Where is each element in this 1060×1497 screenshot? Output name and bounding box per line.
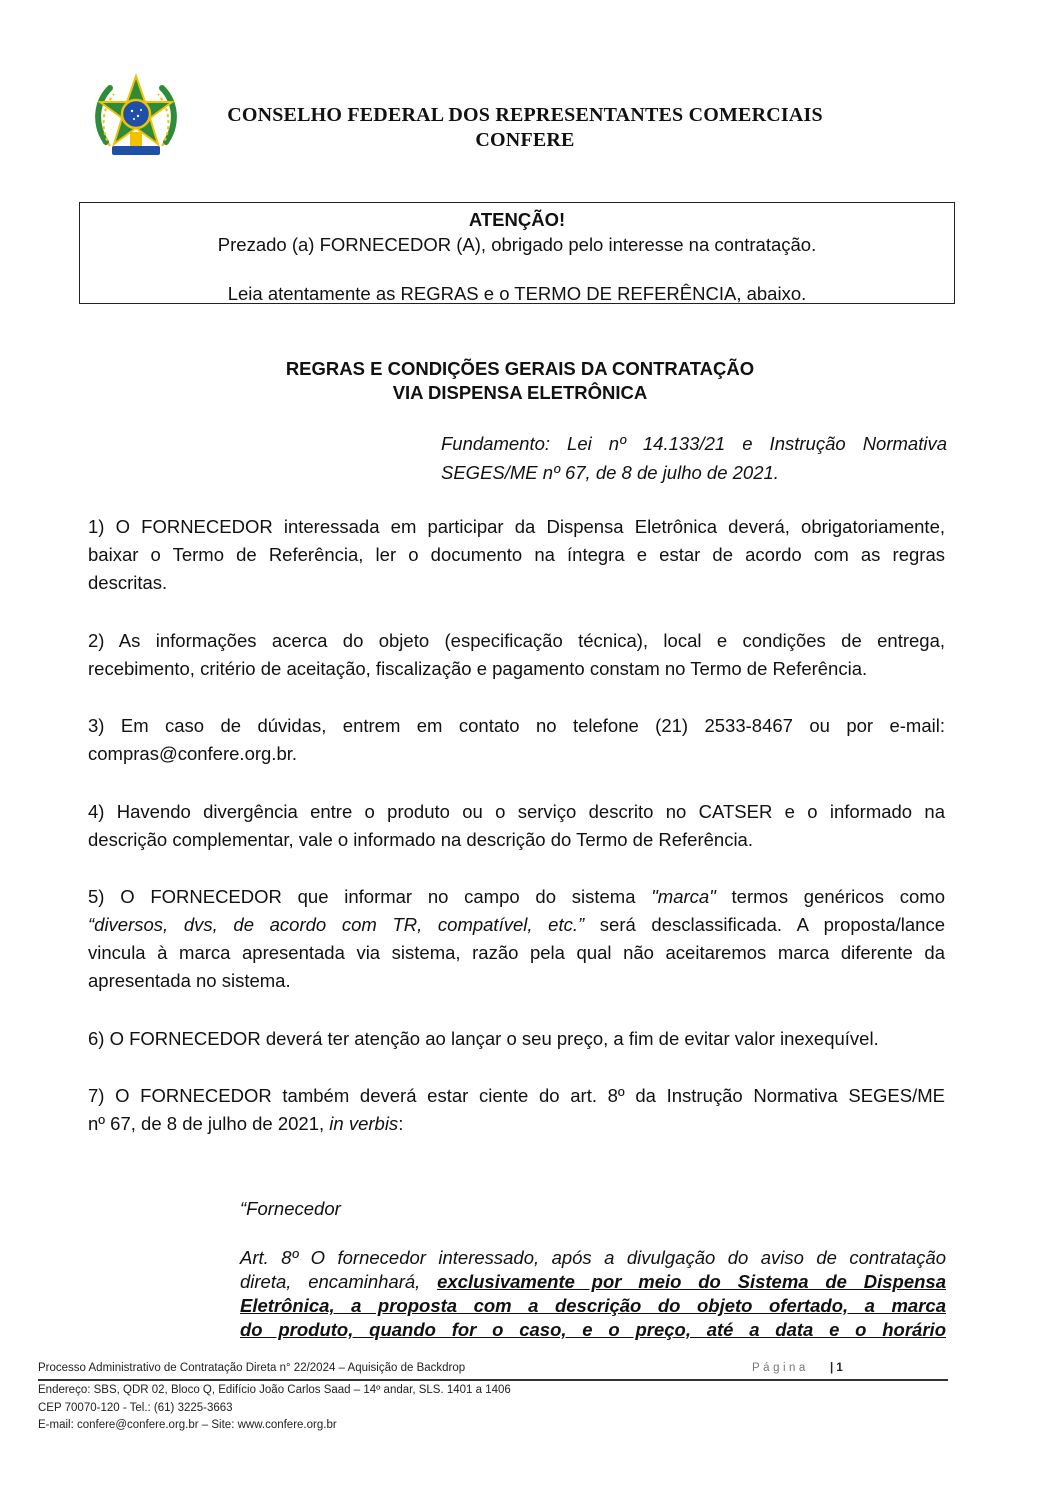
attention-notice-box	[79, 202, 955, 304]
footer-divider	[38, 1379, 948, 1381]
rule-item-2-line: recebimento, critério de aceitação, fiscalização e pagamento constam no Termo de Referência.	[88, 658, 868, 679]
notice-line-2: Leia atentamente as REGRAS e o TERMO DE REFERÊNCIA, abaixo.	[227, 283, 807, 304]
organization-acronym: CONFERE	[475, 129, 575, 151]
text-run: direta, encaminhará,	[240, 1271, 438, 1292]
rule-item-2-line: 2) As informações acerca do objeto (especificação técnica), local e condições de entrega,	[88, 630, 945, 651]
notice-line-1: Prezado (a) FORNECEDOR (A), obrigado pelo interesse na contratação.	[217, 234, 817, 255]
rule-item-1-line: 1) O FORNECEDOR interessada em participar da Dispensa Eletrônica deverá, obrigatoriamente,	[88, 516, 945, 537]
rule-item-5-line	[88, 911, 945, 939]
rule-item-5	[88, 883, 945, 995]
footer-page-number: | 1	[830, 1362, 843, 1374]
rule-item-3	[88, 712, 945, 768]
rules-title-line-1: REGRAS E CONDIÇÕES GERAIS DA CONTRATAÇÃO	[285, 358, 755, 379]
quoted-article	[240, 1246, 946, 1342]
text-run: nº 67, de 8 de julho de 2021,	[88, 1113, 330, 1134]
rules-title-line-2: VIA DISPENSA ELETRÔNICA	[392, 382, 648, 403]
rule-item-7	[88, 1082, 945, 1138]
rule-item-2	[88, 627, 945, 683]
rule-item-1-line: descritas.	[88, 572, 168, 593]
rule-item-4	[88, 798, 945, 854]
rule-item-7-line: 7) O FORNECEDOR também deverá estar ciente do art. 8º da Instrução Normativa SEGES/ME	[88, 1085, 945, 1106]
seal-globe	[122, 100, 150, 128]
text-run-italic: “diversos, dvs, de acordo com TR, compatível, etc.”	[88, 914, 585, 935]
footer-page-label: Página	[752, 1362, 809, 1374]
rule-item-5-line: apresentada no sistema.	[88, 970, 291, 991]
rule-item-1	[88, 513, 945, 597]
text-run: 5) O FORNECEDOR que informar no campo do sistema	[88, 886, 652, 907]
text-run: termos genéricos como	[715, 886, 946, 907]
rule-item-6-line: 6) O FORNECEDOR deverá ter atenção ao lançar o seu preço, a fim de evitar valor inexequível.	[88, 1028, 879, 1049]
rule-item-4-line: 4) Havendo divergência entre o produto ou o serviço descrito no CATSER e o informado na	[88, 801, 945, 822]
rule-item-3-line: 3) Em caso de dúvidas, entrem em contato no telefone (21) 2533-8467 ou por e-mail:	[88, 715, 945, 736]
rule-item-4-line: descrição complementar, vale o informado na descrição do Termo de Referência.	[88, 829, 753, 850]
footer-address: Endereço: SBS, QDR 02, Bloco Q, Edifício João Carlos Saad – 14º andar, SLS. 1401 a 1406	[38, 1384, 511, 1396]
quote-line: Art. 8º O fornecedor interessado, após a divulgação do aviso de contratação	[240, 1247, 946, 1268]
footer-email-site: E-mail: confere@confere.org.br – Site: www.confere.org.br	[38, 1419, 337, 1431]
text-run: será desclassificada. A proposta/lance	[584, 914, 945, 935]
text-run-underlined: exclusivamente por meio do Sistema de Dispensa	[437, 1271, 946, 1292]
rule-item-7-line	[88, 1110, 945, 1138]
legal-basis-line-1: Fundamento: Lei nº 14.133/21 e Instrução Normativa	[441, 433, 947, 454]
quote-line: do produto, quando for o caso, e o preço, até a data e o horário	[240, 1319, 946, 1340]
footer-process-reference: Processo Administrativo de Contratação Direta n° 22/2024 – Aquisição de Backdrop	[38, 1362, 466, 1374]
organization-name: CONSELHO FEDERAL DOS REPRESENTANTES COMERCIAIS	[227, 104, 823, 126]
text-run: :	[398, 1113, 404, 1134]
seal-ribbon	[112, 146, 160, 155]
text-run-italic: "marca"	[651, 886, 716, 907]
footer-postal-phone: CEP 70070-120 - Tel.: (61) 3225-3663	[38, 1402, 233, 1414]
quote-line: Eletrônica, a proposta com a descrição do objeto ofertado, a marca	[240, 1295, 946, 1316]
legal-basis-line-2: SEGES/ME nº 67, de 8 de julho de 2021.	[441, 462, 779, 483]
text-run-italic: in verbis	[329, 1113, 399, 1134]
notice-title: ATENÇÃO!	[468, 209, 566, 230]
quote-heading-text: “Fornecedor	[240, 1198, 341, 1219]
quote-line	[240, 1270, 946, 1294]
legal-basis	[441, 429, 947, 487]
rule-item-6	[88, 1025, 945, 1053]
rule-item-3-line: compras@confere.org.br.	[88, 743, 298, 764]
rule-item-5-line	[88, 883, 945, 911]
rule-item-5-line: vincula à marca apresentada via sistema, razão pela qual não aceitaremos marca diferente da	[88, 942, 945, 963]
coat-of-arms-seal	[90, 72, 182, 164]
quote-heading	[240, 1197, 946, 1221]
rule-item-1-line: baixar o Termo de Referência, ler o documento na íntegra e estar de acordo com as regras	[88, 544, 945, 565]
